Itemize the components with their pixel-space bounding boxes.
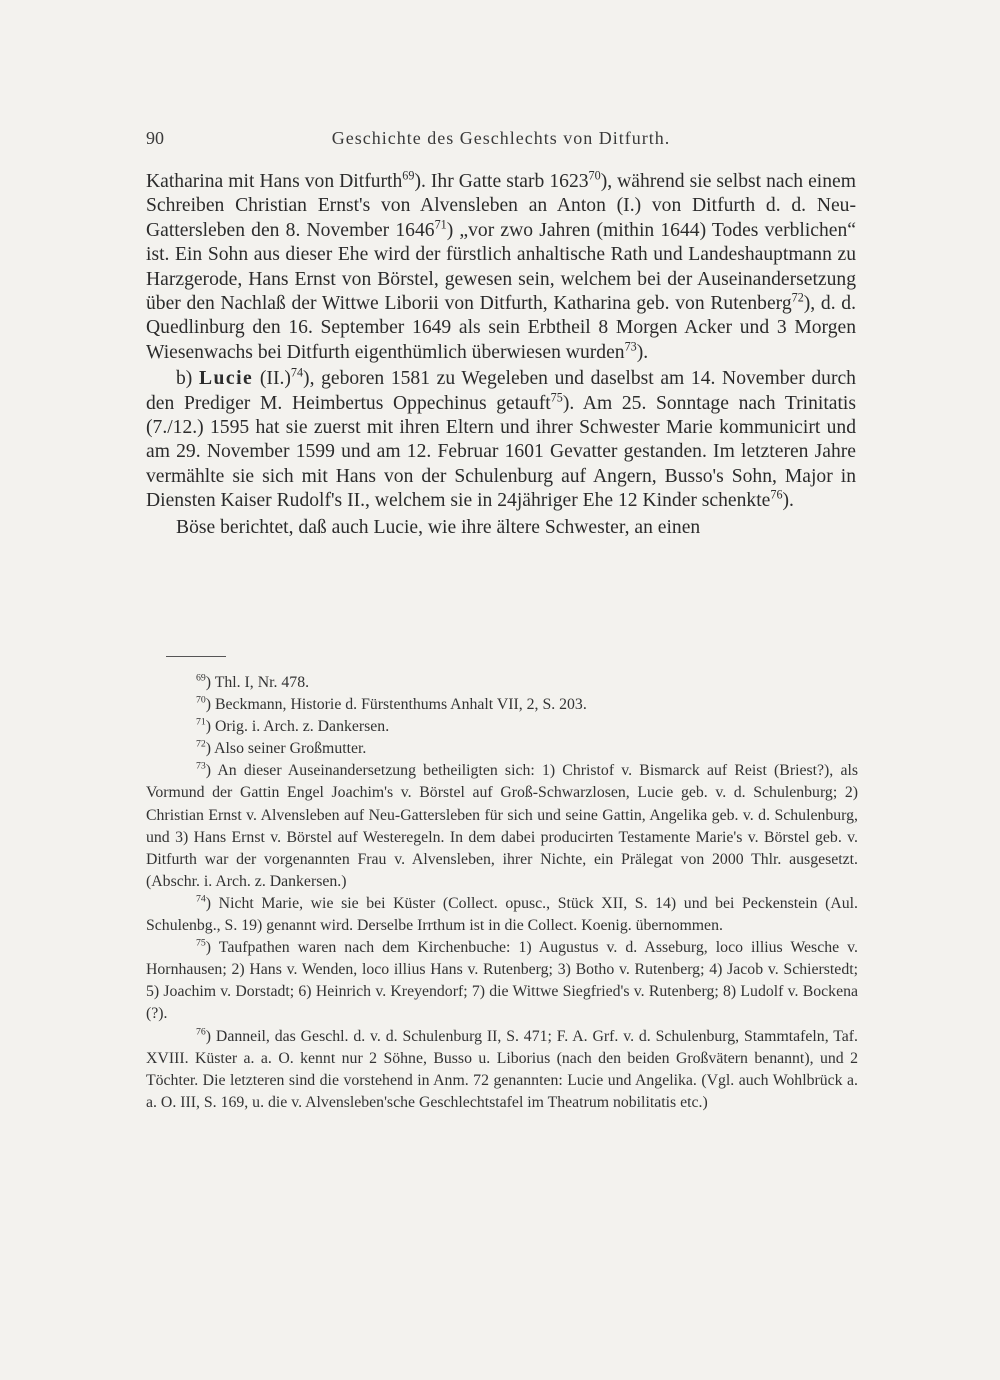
main-text <box>146 170 856 540</box>
footnote-ref-71: 71 <box>434 217 447 232</box>
footnote-69: $^{69}$) Thl. I, Nr. 478. <box>196 672 310 691</box>
footnote-ref-73: 73 <box>624 339 637 354</box>
running-title: Geschichte des Geschlechts von Ditfurth. <box>331 128 671 148</box>
footnote-ref-72: 72 <box>791 290 804 305</box>
footnote-73: $^{73}$) An dieser Auseinandersetzung betheiligten sich: 1) Christof v. Bismarck auf Reist (Briest?), als Vormund der Gattin Engel Joachim's v. Börstel auf Groß-Schwarzlosen, Lucie geb. v. d. Schulenburg; 2) Christian Ernst v. Alvensleben auf Neu-Gattersleben für sich und seine Gattin, Angelika geb. v. d. Schulenburg, und 3) Hans Ernst v. Börstel auf Westeregeln. In dem dabei producirten Testamente Marie's v. Börstel geb. v. Ditfurth war der vorgenannten Frau v. Alvensleben, ihrer Nichte, ein Prälegat von 2000 Thlr. ausgesetzt. (Abschr. i. Arch. z. Dankersen.) <box>146 761 858 890</box>
footnote-divider <box>166 656 226 657</box>
person-name-lucie: Lucie <box>198 368 254 390</box>
footnote-71: $^{71}$) Orig. i. Arch. z. Dankersen. <box>196 716 390 736</box>
footnote-75: $^{75}$) Taufpathen waren nach dem Kirchenbuche: 1) Augustus v. d. Asseburg, loco illius Wesche v. Hornhausen; 2) Hans v. Wenden, loco illius Hans v. Rutenberg; 3) Botho v. Rutenberg; 4) Jacob v. Schierstedt; 5) Joachim v. Dorstadt; 6) Heinrich v. Kreyendorf; 7) die Wittwe Siegfried's v. Rutenberg; 8) Ludolf v. Bockena (?). <box>146 937 858 1023</box>
running-head <box>146 128 856 158</box>
page-number: 90 <box>146 128 164 148</box>
paragraph-boese: Böse berichtet, daß auch Lucie, wie ihre ältere Schwester, an einen <box>176 516 701 538</box>
paragraph-katharina: Katharina mit Hans von Ditfurth$^{69}$). Ihr Gatte starb 1623$^{70}$), während sie selbst nach einem Schreiben Christian Ernst's von Alvensleben an Anton (I.) von Ditfurth d. d. Neu-Gattersleben den 8. November 1646$^{71}$) „vor zwo Jahren (mithin 1644) Todes verblichen“ ist. Ein Sohn aus dieser Ehe wird der fürstlich anhaltische Rath und Landeshauptmann zu Harzgerode, Hans Ernst von Börstel, gewesen sein, welchem bei der Auseinandersetzung über den Nachlaß der Wittwe Liborii von Ditfurth, Katharina geb. von Rutenberg$^{72}$), d. d. Quedlinburg den 16. September 1649 als sein Erbtheil 8 Morgen Acker und 3 Morgen Wiesenwachs bei Ditfurth eigenthümlich überwiesen wurden$^{73}$). <box>146 168 856 363</box>
footnote-ref-74: 74 <box>290 365 304 380</box>
footnote-74: $^{74}$) Nicht Marie, wie sie bei Küster (Collect. opusc., Stück XII, S. 14) und bei Peckenstein (Aul. Schulenbg., S. 19) genannt wird. Derselbe Irrthum ist in die Collect. Koenig. übernommen. <box>146 893 858 935</box>
footnote-72: $^{72}$) Also seiner Großmutter. <box>196 739 367 758</box>
footnotes <box>146 672 858 1114</box>
footnote-ref-70: 70 <box>588 168 601 183</box>
footnote-ref-69: 69 <box>402 168 415 183</box>
footnote-70: $^{70}$) Beckmann, Historie d. Fürstenthums Anhalt VII, 2, S. 203. <box>196 694 587 714</box>
footnote-76: $^{76}$) Danneil, das Geschl. d. v. d. Schulenburg II, S. 471; F. A. Grf. v. d. Schulenburg, Stammtafeln, Taf. XVIII. Küster a. a. O. kennt nur 2 Söhne, Busso u. Liborius (nach den beiden Großvätern benannt), und 2 Töchter. Die letzteren sind die vorstehend in Anm. 72 genannten: Lucie und Angelika. (Vgl. auch Wohlbrück a. a. O. III, S. 169, u. die v. Alvensleben'sche Geschlechtstafel im Theatrum nobilitatis etc.) <box>146 1026 858 1111</box>
footnote-ref-76: 76 <box>770 487 783 502</box>
paragraph-lucie: b) Lucie $(II.)^{74}$), geboren 1581 zu Wegeleben und daselbst am 14. November durch den Prediger M. Heimbertus Oppechinus getauft$^{75}$). Am 25. Sonntage nach Trinitatis (7./12.) 1595 hat sie zuerst mit ihren Eltern und ihrer Schwester Marie kommunicirt und am 29. November 1599 und am 12. Februar 1601 Gevatter gestanden. Im letzteren Jahre vermählte sie sich mit Hans von der Schulenburg auf Angern, Busso's Sohn, Major in Diensten Kaiser Rudolf's II., welchem sie in 24jähriger Ehe 12 Kinder schenkte$^{76}$). <box>146 365 856 512</box>
footnote-ref-75: 75 <box>550 390 563 405</box>
